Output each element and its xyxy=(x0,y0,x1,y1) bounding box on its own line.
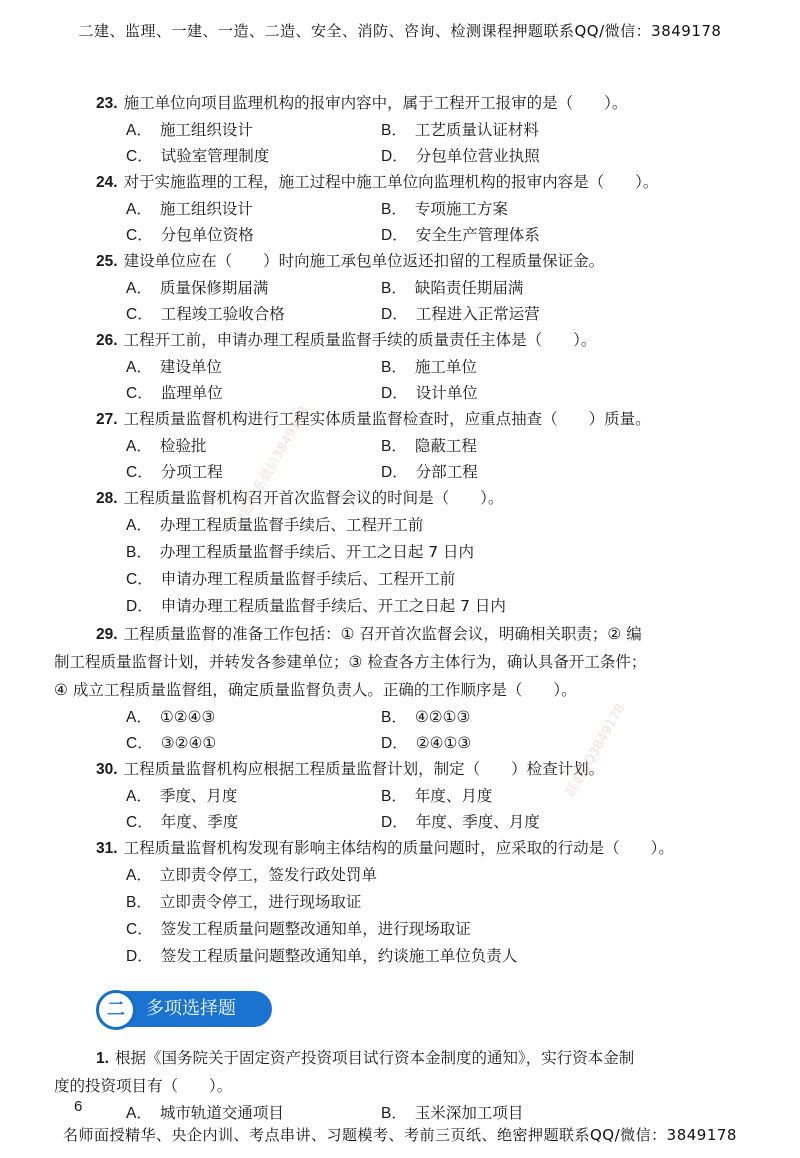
page-footer: 名师面授精华、央企内训、考点串讲、习题模考、考前三页纸、绝密押题联系QQ/微信：3849178 xyxy=(63,1126,737,1144)
question-stem: 建设单位应在（ ）时向施工承包单位返还扣留的工程质量保证金。 xyxy=(123,252,605,270)
question-24 xyxy=(0,169,800,248)
option-d: D． 申请办理工程质量监督手续后、开工之日起 7 日内 xyxy=(126,597,506,615)
option-c: C． 分包单位资格 xyxy=(126,226,254,244)
option-b: B． 工艺质量认证材料 xyxy=(381,121,539,139)
question-stem: 工程质量监督机构应根据工程质量监督计划，制定（ ）检查计划。 xyxy=(123,760,605,778)
question-stem-line-1: 根据《国务院关于固定资产投资项目试行资本金制度的通知》，实行资本金制 xyxy=(114,1049,635,1067)
question-number: 24. xyxy=(96,174,118,191)
question-number: 28. xyxy=(96,490,118,507)
option-d: D． 签发工程质量问题整改通知单，约谈施工单位负责人 xyxy=(126,947,518,965)
option-c: C． 试验室管理制度 xyxy=(126,147,270,165)
option-c: C． ③②④① xyxy=(126,734,217,752)
question-list xyxy=(0,90,800,1126)
question-number: 29. xyxy=(96,626,118,643)
question-stem: 工程质量监督机构进行工程实体质量监督检查时，应重点抽查（ ）质量。 xyxy=(123,410,651,428)
option-a: A． 城市轨道交通项目 xyxy=(126,1104,284,1122)
option-b: B． 缺陷责任期届满 xyxy=(381,279,524,297)
option-a: A． 建设单位 xyxy=(126,358,222,376)
watermark: 押题联系微信3849178 xyxy=(231,404,313,530)
question-stem-line-2: 度的投资项目有（ ）。 xyxy=(54,1077,233,1095)
option-d: D． 分包单位营业执照 xyxy=(381,147,540,165)
question-number: 31. xyxy=(96,840,118,857)
question-stem: 工程质量监督机构召开首次监督会议的时间是（ ）。 xyxy=(123,489,504,507)
option-a: A． 办理工程质量监督手续后、工程开工前 xyxy=(126,516,424,534)
option-a: A． ①②④③ xyxy=(126,708,216,726)
question-number: 30. xyxy=(96,761,118,778)
question-27 xyxy=(0,406,800,485)
option-c: C． 签发工程质量问题整改通知单，进行现场取证 xyxy=(126,920,471,938)
option-d: D． 年度、季度、月度 xyxy=(381,813,540,831)
question-number: 1. xyxy=(96,1050,109,1067)
option-b: B． 年度、月度 xyxy=(381,787,493,805)
question-number: 25. xyxy=(96,253,118,270)
option-a: A． 检验批 xyxy=(126,437,207,455)
option-a: A． 立即责令停工，签发行政处罚单 xyxy=(126,866,377,884)
option-b: B． 立即责令停工，进行现场取证 xyxy=(126,893,362,911)
multi-question-1 xyxy=(0,1044,800,1126)
section-title: 多项选择题 xyxy=(116,991,272,1027)
question-stem-line-2: 制工程质量监督计划，并转发各参建单位；③ 检查各方主体行为，确认具备开工条件； xyxy=(54,653,647,671)
question-31 xyxy=(0,835,800,970)
option-d: D． 分部工程 xyxy=(381,463,478,481)
question-stem-line-1: 工程质量监督的准备工作包括：① 召开首次监督会议，明确相关职责；② 编 xyxy=(123,625,642,643)
section-header-multiple-choice xyxy=(0,984,800,1034)
option-b: B． 玉米深加工项目 xyxy=(381,1104,524,1122)
option-b: B． 隐蔽工程 xyxy=(381,437,477,455)
question-stem: 工程开工前，申请办理工程质量监督手续的质量责任主体是（ ）。 xyxy=(123,331,597,349)
question-number: 26. xyxy=(96,332,118,349)
option-c: C． 工程竣工验收合格 xyxy=(126,305,285,323)
question-23 xyxy=(0,90,800,169)
option-c: C． 分项工程 xyxy=(126,463,223,481)
question-stem: 对于实施监理的工程，施工过程中施工单位向监理机构的报审内容是（ ）。 xyxy=(123,173,659,191)
option-d: D． 设计单位 xyxy=(381,384,478,402)
page-header: 二建、监理、一建、一造、二造、安全、消防、咨询、检测课程押题联系QQ/微信：3849178 xyxy=(78,22,722,40)
option-a: A． 质量保修期届满 xyxy=(126,279,269,297)
question-stem: 施工单位向项目监理机构的报审内容中，属于工程开工报审的是（ ）。 xyxy=(123,94,628,112)
option-a: A． 施工组织设计 xyxy=(126,200,253,218)
option-a: A． 施工组织设计 xyxy=(126,121,253,139)
option-d: D． 安全生产管理体系 xyxy=(381,226,540,244)
section-number-badge: 二 xyxy=(96,990,136,1030)
option-b: B． ④②①③ xyxy=(381,708,471,726)
option-c: C． 监理单位 xyxy=(126,384,223,402)
question-30 xyxy=(0,756,800,835)
question-26 xyxy=(0,327,800,406)
question-29 xyxy=(0,620,800,756)
option-d: D． ②④①③ xyxy=(381,734,472,752)
option-d: D． 工程进入正常运营 xyxy=(381,305,540,323)
option-b: B． 专项施工方案 xyxy=(381,200,508,218)
option-b: B． 办理工程质量监督手续后、开工之日起 7 日内 xyxy=(126,543,475,561)
page-number: 6 xyxy=(74,1098,83,1115)
question-stem: 工程质量监督机构发现有影响主体结构的质量问题时，应采取的行动是（ ）。 xyxy=(123,839,674,857)
question-number: 23. xyxy=(96,95,118,112)
option-c: C． 年度、季度 xyxy=(126,813,239,831)
question-stem-line-3: ④ 成立工程质量监督组，确定质量监督负责人。正确的工作顺序是（ ）。 xyxy=(54,681,577,699)
question-number: 27. xyxy=(96,411,118,428)
option-a: A． 季度、月度 xyxy=(126,787,238,805)
question-25 xyxy=(0,248,800,327)
option-c: C． 申请办理工程质量监督手续后、工程开工前 xyxy=(126,570,456,588)
watermark: 联系QQ3849178 xyxy=(563,701,629,800)
question-28 xyxy=(0,485,800,620)
option-b: B． 施工单位 xyxy=(381,358,477,376)
